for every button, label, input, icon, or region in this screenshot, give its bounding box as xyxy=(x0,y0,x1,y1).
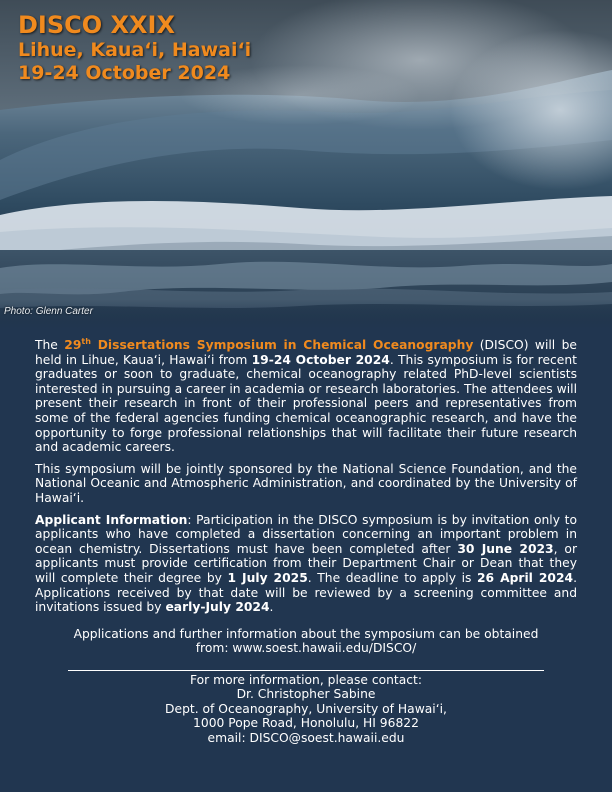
photo-credit: Photo: Glenn Carter xyxy=(4,306,93,317)
event-location: Lihue, Kaua‘i, Hawai‘i xyxy=(18,39,252,61)
intro-dates: 19-24 October 2024 xyxy=(251,352,390,367)
intro-text-middle: (DISCO) will be held in Lihue, Kaua‘i, Hawai‘i from xyxy=(35,338,577,367)
applicant-text-1: : Participation in the DISCO symposium is by invitation only to applicants who have completed a dissertation concerning an important problem in ocean chemistry. Dissertations must have been completed after xyxy=(35,512,577,556)
completion-date: 30 June 2023 xyxy=(457,541,554,556)
degree-deadline: 1 July 2025 xyxy=(227,570,308,585)
event-title-block xyxy=(18,12,251,85)
ordinal-suffix: th xyxy=(81,336,91,346)
ordinal-number: 29 xyxy=(64,338,82,352)
intro-text-start: The xyxy=(35,338,65,352)
invitation-date: early-July 2024 xyxy=(165,600,270,615)
sponsors-paragraph: This symposium will be jointly sponsored by the National Science Foundation, and the National Oceanic and Atmospheric Administration, and coordinated by the University of Hawai‘i. xyxy=(35,461,577,505)
contact-name: Dr. Christopher Sabine xyxy=(236,687,376,702)
symposium-title: Dissertations Symposium in Chemical Oceanography xyxy=(90,338,474,352)
event-title: DISCO XXIX xyxy=(18,11,175,39)
contact-email[interactable]: email: DISCO@soest.hawaii.edu xyxy=(207,730,405,745)
applicant-text-4: . Applications received by that date will be reviewed by a screening committee and invitations issued by xyxy=(35,570,577,615)
applicant-heading: Applicant Information xyxy=(35,512,188,527)
symposium-name xyxy=(64,338,473,352)
intro-text-end: . This symposium is for recent graduates or soon to graduate, chemical oceanography related PhD-level scientists interested in pursuing a career in academia or research laboratories. The attendees will present their research in front of their professional peers and representatives from some of the federal agencies funding chemical oceanographic research, and have the opportunity to forge professional relationships that will facilitate their future research and academic careers. xyxy=(35,352,577,455)
applicant-text-5: . xyxy=(269,600,274,615)
event-dates: 19-24 October 2024 xyxy=(18,62,231,84)
applicant-text-3: . The deadline to apply is xyxy=(307,570,477,585)
flyer-body xyxy=(35,338,577,745)
applications-line-1: Applications and further information about the symposium can be obtained xyxy=(73,626,539,641)
contact-heading: For more information, please contact: xyxy=(189,672,423,687)
applicant-paragraph xyxy=(35,513,577,615)
intro-paragraph xyxy=(35,338,577,455)
wave-photo xyxy=(0,0,612,330)
contact-address: 1000 Pope Road, Honolulu, HI 96822 xyxy=(193,716,419,731)
contact-block xyxy=(35,673,577,745)
application-deadline: 26 April 2024 xyxy=(477,570,574,585)
applicant-text-2: , or applicants must provide certification from their Department Chair or Dean that they will complete their degree by xyxy=(35,541,577,585)
applications-link[interactable]: from: www.soest.hawaii.edu/DISCO/ xyxy=(195,641,417,656)
contact-department: Dept. of Oceanography, University of Hawai‘i, xyxy=(165,701,447,716)
divider-line xyxy=(68,670,544,671)
